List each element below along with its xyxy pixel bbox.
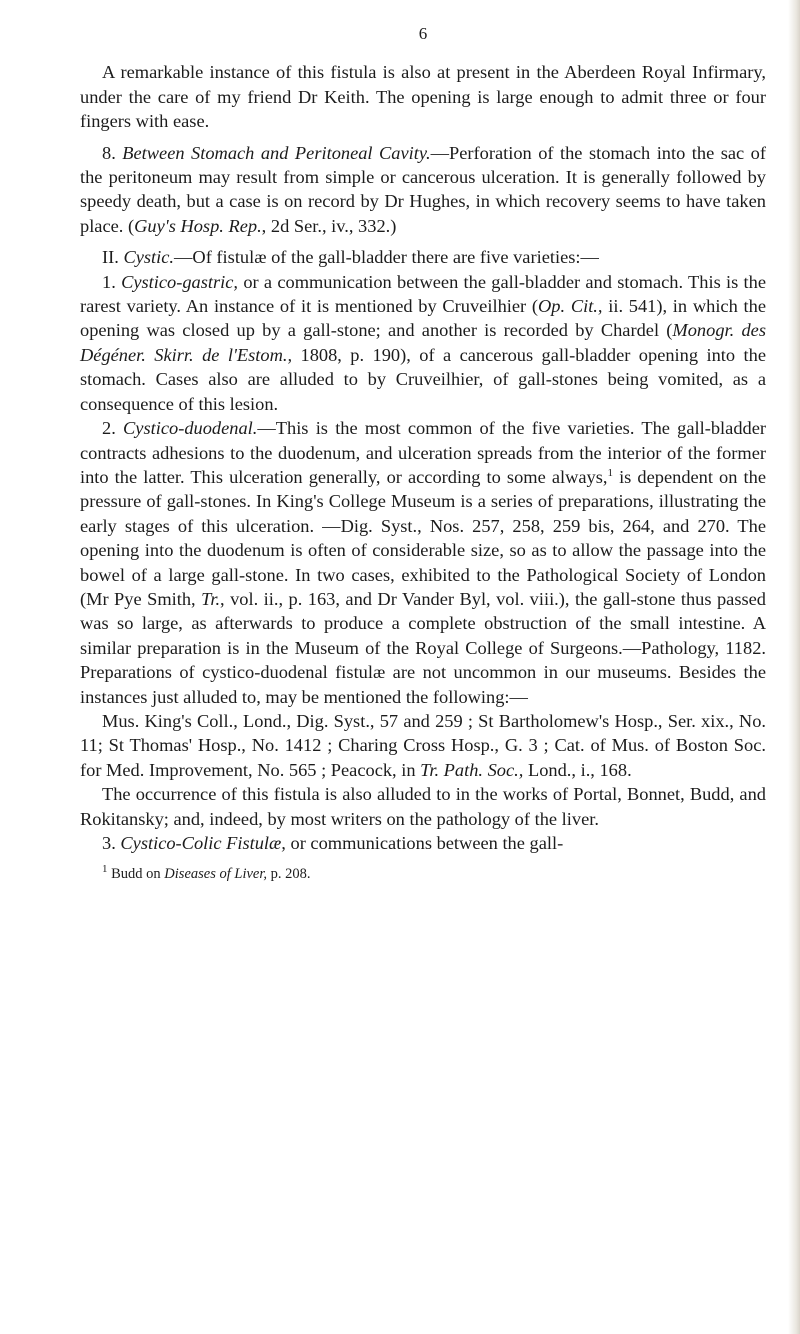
paragraph-museum-list xyxy=(80,709,766,782)
paragraph-cystico-gastric xyxy=(80,270,766,416)
paragraph-cystico-duodenal xyxy=(80,416,766,709)
citation-title: Op. Cit., xyxy=(538,296,603,317)
item-title: Cystico-Colic Fistulæ, xyxy=(120,833,286,853)
paragraph-text: 1808, p. 190), of a cancerous gall-bladder opening into the stomach. Cases also are alluded to by Cruveilhier, of gall-stones being vomited, as a consequence of this lesion. xyxy=(80,344,766,414)
paragraph-text: —This is the most common of the five varieties. The gall-bladder contracts adhesions to the duodenum, and ulceration spreads from the interior of the former into the latter. This ulceration generally, or according to some always, xyxy=(80,418,767,487)
page-number: 6 xyxy=(418,24,428,43)
paragraph-cystic-heading xyxy=(80,245,766,269)
paragraph-text: Mus. King's Coll., Lond., Dig. Syst., 57 and 259 ; St Bartholomew's Hosp., Ser. xix., No. 11; St Thomas' Hosp., No. 1412 ; Charing Cross Hosp., G. 3 ; Cat. of Mus. of Boston Soc. for Med. Improvement, No. 565 ; Peacock, in xyxy=(80,710,766,780)
document-page xyxy=(80,22,766,883)
item-title: Cystico-gastric, xyxy=(121,271,239,292)
paragraph-text: —Perforation of the stomach into the sac of the peritoneum may result from simple or cancerous ulceration. It is generally followed by speedy death, but a case is on record by Dr Hughes, in which recovery seems to have taken place. ( xyxy=(80,142,767,236)
paragraph-text: A remarkable instance of this fistula is also at present in the Aberdeen Royal Infirmary, under the care of my friend Dr Keith. The opening is large enough to admit three or four fingers with ease. xyxy=(80,62,766,132)
footnote-text: p. 208. xyxy=(267,866,311,883)
paragraph-text: , 2d Ser., iv., 332.) xyxy=(261,215,397,236)
paragraph-text: is dependent on the pressure of gall-stones. In King's College Museum is a series of preparations, illustrating the early stages of this ulceration. —Dig. Syst., Nos. 257, 258, 259 bis, 264, and 270. The opening into the duodenum is often of considerable size, so as to allow the passage into the bowel of a large gall-stone. In two cases, exhibited to the Pathological Society of London (Mr Pye Smith, xyxy=(80,466,766,609)
paragraph-text: —Of fistulæ of the gall-bladder there are five varieties:— xyxy=(174,247,599,268)
item-number: 3. xyxy=(102,833,121,853)
paragraph-text: or a communication between the gall-bladder and stomach. This is the rarest variety. An instance of it is mentioned by Cruveilhier ( xyxy=(80,271,767,317)
item-number: 1. xyxy=(102,271,122,292)
page-edge-shadow xyxy=(788,0,800,1334)
citation-title: Tr. xyxy=(201,588,221,609)
citation-title: Monogr. des Dégéner. Skirr. de l'Estom., xyxy=(80,320,766,365)
paragraph-text: The occurrence of this fistula is also alluded to in the works of Portal, Bonnet, Budd, and Rokitansky; and, indeed, by most writers on the pathology of the liver. xyxy=(80,784,766,829)
citation-title: Tr. Path. Soc., xyxy=(420,759,524,780)
footnote xyxy=(80,865,766,883)
footnote-text: Budd on xyxy=(107,866,165,883)
paragraph-occurrence xyxy=(80,782,766,831)
paragraph-text: , vol. ii., p. 163, and Dr Vander Byl, vol. viii.), the gall-stone thus passed was so large, as afterwards to produce a complete obstruction of the small intestine. A similar preparation is in the Museum of the Royal College of Surgeons.—Pathology, 1182. Preparations of cystico-duodenal fistulæ are not uncommon in our museums. Besides the instances just alluded to, may be mentioned the following:— xyxy=(80,588,766,707)
footnote-mark: 1 xyxy=(102,863,108,876)
citation-title: Guy's Hosp. Rep. xyxy=(134,215,262,236)
footnote-marker: 1 xyxy=(607,466,613,479)
section-number: II. xyxy=(102,247,124,268)
paragraph-text: or communications between the gall- xyxy=(285,833,564,853)
paragraph-text: ii. 541), in which the opening was closed up by a gall-stone; and another is recorded by Chardel ( xyxy=(80,296,766,341)
section-title: Cystic. xyxy=(123,247,175,268)
section-number: 8. xyxy=(102,142,123,163)
item-title: Cystico-duodenal. xyxy=(123,418,258,439)
paragraph-text: Lond., i., 168. xyxy=(523,759,632,780)
paragraph-stomach-peritoneal xyxy=(80,141,766,239)
footnote-citation-title: Diseases of Liver, xyxy=(164,866,268,883)
paragraph-aberdeen-case xyxy=(80,60,766,133)
paragraph-cystico-colic xyxy=(80,831,766,855)
section-title: Between Stomach and Peritoneal Cavity. xyxy=(122,142,431,163)
item-number: 2. xyxy=(102,418,124,439)
